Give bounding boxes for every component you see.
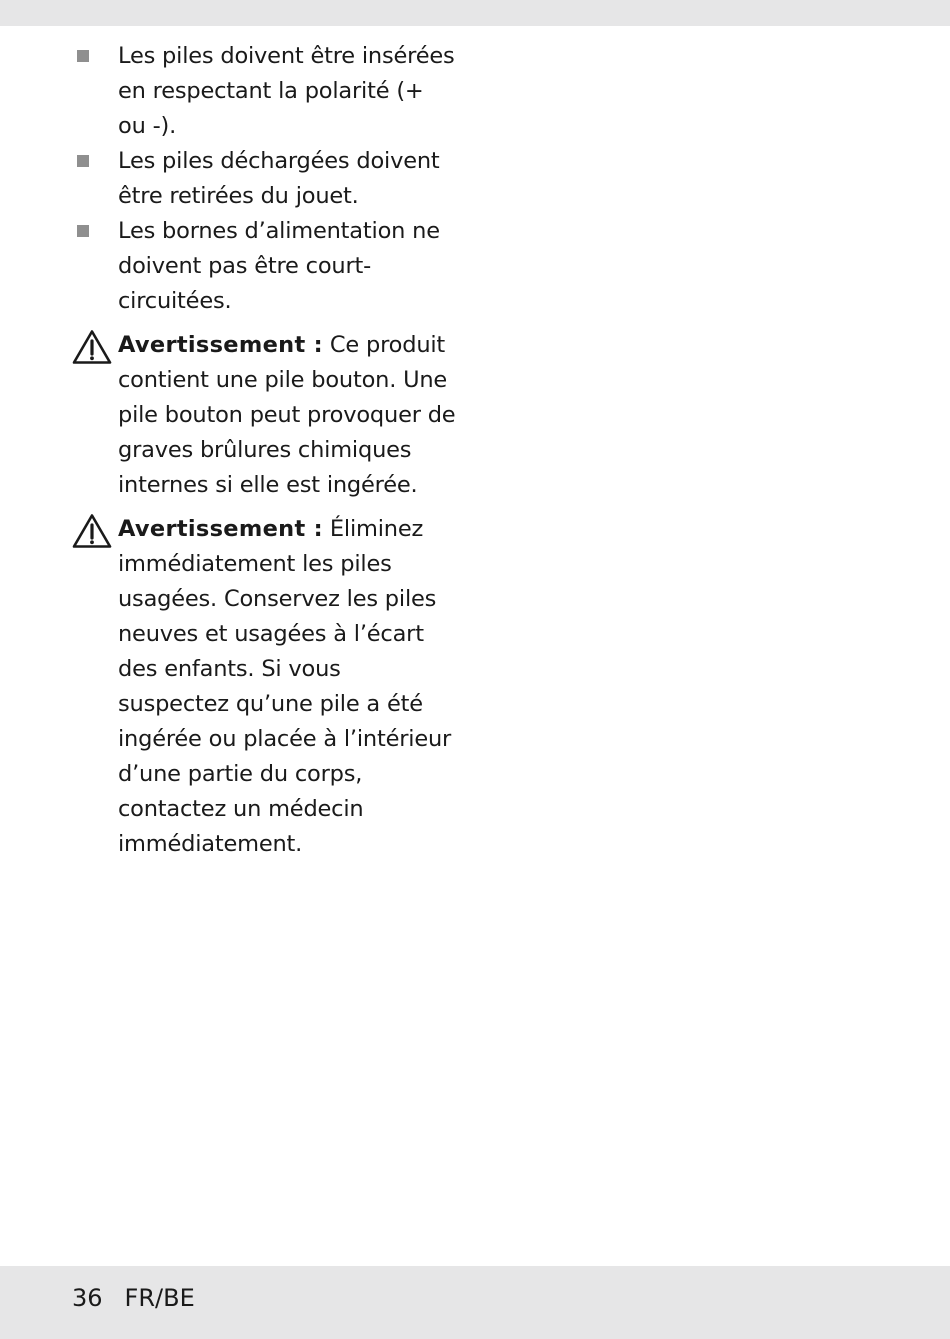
square-bullet-icon [77,225,89,237]
warning-triangle-icon [72,329,112,365]
square-bullet-icon [77,155,89,167]
list-item [72,214,457,319]
warning-block [72,512,457,862]
warning-label: Avertissement : [118,332,323,358]
warning-text: Éliminez immédiatement les piles usagées. Conservez les piles neuves et usagées à l’écart des enfants. Si vous suspectez qu’une pile a été ingérée ou placée à l’intérieur d’une partie du corps, contactez un médecin immédiatement. [118,516,452,857]
warning-triangle-icon [72,513,112,549]
warning-label: Avertissement : [118,516,323,542]
bullet-text: Les piles doivent être insérées en respectant la polarité (+ ou -). [118,43,455,139]
page-footer [72,1281,195,1315]
warning-text: Ce produit contient une pile bouton. Une pile bouton peut provoquer de graves brûlures chimiques internes si elle est ingérée. [118,332,456,498]
language-code: FR/BE [124,1284,195,1312]
bullet-text: Les piles déchargées doivent être retirées du jouet. [118,148,440,209]
content-column [72,39,457,862]
page-number: 36 [72,1284,103,1312]
top-band [0,0,950,26]
warning-block [72,328,457,503]
list-item [72,144,457,214]
bullet-text: Les bornes d’alimentation ne doivent pas être court-circuitées. [118,218,440,314]
list-item [72,39,457,144]
square-bullet-icon [77,50,89,62]
